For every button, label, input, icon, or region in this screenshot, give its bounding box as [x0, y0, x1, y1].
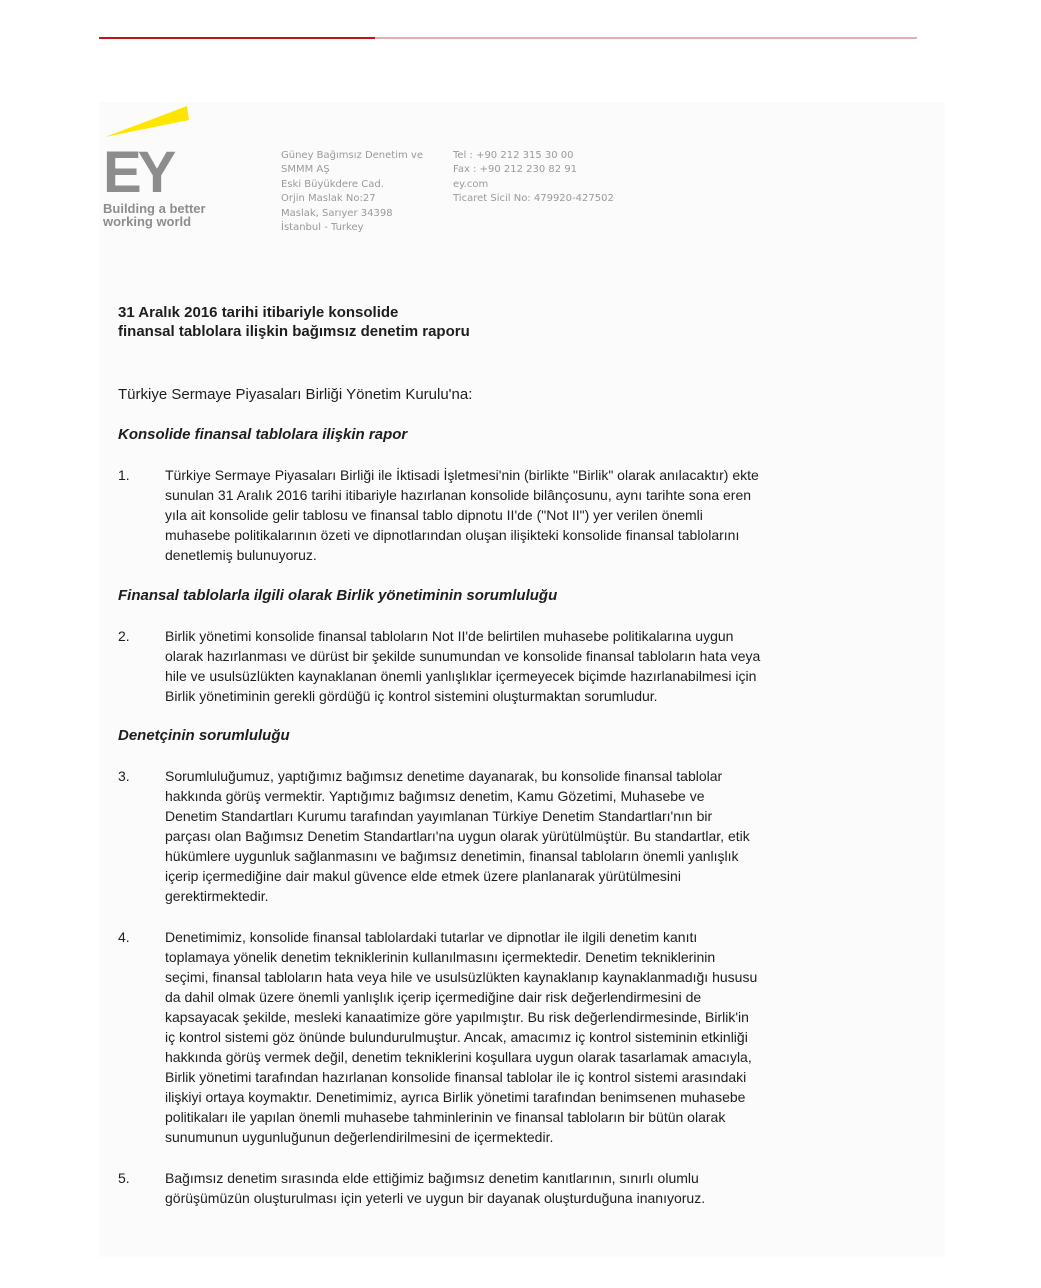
paragraph-line: ilişkiyi ortaya koymaktır. Denetimimiz, ayrıca Birlik yönetimi tarafından benimsenen muhasebe: [165, 1089, 746, 1105]
paragraph-line: kapsayacak şekilde, mesleki kanaatimize göre yapılmıştır. Bu risk değerlendirmesinde, Birlik'in: [165, 1009, 749, 1025]
paragraph-line: sunulan 31 Aralık 2016 tarihi itibariyle hazırlanan konsolide bilânçosunu, aynı tarihte sona eren: [165, 487, 752, 503]
paragraph-line: Sorumluluğumuz, yaptığımız bağımsız denetime dayanarak, bu konsolide finansal tablolar: [165, 768, 723, 784]
address-line: İstanbul - Turkey: [281, 222, 364, 234]
paragraph-number: 4.: [118, 929, 130, 945]
paragraph-4: [165, 927, 925, 1147]
paragraph-line: toplamaya yönelik denetim tekniklerinin kullanılmasını içermektedir. Denetim tekniklerinin: [165, 949, 716, 965]
paragraph-number: 2.: [118, 628, 130, 644]
paragraph-line: olarak hazırlanması ve dürüst bir şekilde sunumundan ve konsolide finansal tabloların hata veya: [165, 648, 761, 664]
paragraph-line: içerip içermediğine dair makul güvence elde etmek üzere planlanarak yürütülmesini: [165, 868, 681, 884]
paragraph-line: Birlik yönetiminin gerekli gördüğü iç kontrol sistemini oluşturmaktan sorumludur.: [165, 688, 658, 704]
ey-tagline-line: working world: [103, 214, 192, 229]
paragraph-line: Bağımsız denetim sırasında elde ettiğimiz bağımsız denetim kanıtlarının, sınırlı olumlu: [165, 1170, 699, 1186]
paragraph-line: denetlemiş bulunuyoruz.: [165, 547, 317, 563]
paragraph-line: Birlik yönetimi tarafından hazırlanan konsolide finansal tablolar ile iç kontrol sistemi arasındaki: [165, 1069, 747, 1085]
paragraph-line: da dahil olmak üzere önemli yanlışlık içerip içermediğine dair risk değerlendirmesini de: [165, 989, 702, 1005]
ey-logo-text: EY: [103, 140, 173, 205]
contact-line: Fax : +90 212 230 82 91: [453, 164, 578, 176]
report-title-line: 31 Aralık 2016 tarihi itibariyle konsolide: [118, 304, 399, 321]
paragraph-line: hile ve usulsüzlükten kaynaklanan önemli yanlışlıklar içermeyecek biçimde hazırlanabilmesi için: [165, 668, 757, 684]
paragraph-line: hakkında görüş vermek değil, denetim tekniklerini koşullara uygun olarak tasarlamak amacıyla,: [165, 1049, 752, 1065]
addressee: Türkiye Sermaye Piyasaları Birliği Yönetim Kurulu'na:: [118, 386, 473, 403]
address-line: Eski Büyükdere Cad.: [281, 178, 384, 190]
address-line: SMMM AŞ: [281, 164, 330, 176]
paragraph-line: Türkiye Sermaye Piyasaları Birliği ile İktisadi İşletmesi'nin (birlikte "Birlik" olarak anılacaktır) ekte: [165, 467, 759, 483]
header-rule-accent: [99, 37, 375, 39]
paragraph-line: parçası olan Bağımsız Denetim Standartları'na uygun olarak yürütülmüştür. Bu standartlar, etik: [165, 828, 750, 844]
paragraph-3: [165, 766, 925, 906]
ey-beam-icon: [103, 104, 193, 138]
paragraph-number: 3.: [118, 768, 130, 784]
office-address: [281, 149, 423, 235]
report-title: [118, 303, 470, 341]
paragraph-line: Denetim Standartları Kurumu tarafından yayımlanan Türkiye Denetim Standartları'nın bir: [165, 808, 713, 824]
contact-line: Ticaret Sicil No: 479920-427502: [453, 193, 614, 205]
paragraph-2: [165, 626, 925, 706]
paragraph-line: yıla ait konsolide gelir tablosu ve finansal tablo dipnotu II'de ("Not II") yer verilen önemli: [165, 507, 703, 523]
paragraph-line: hakkında görüş vermektir. Yaptığımız bağımsız denetim, Kamu Gözetimi, Muhasebe ve: [165, 788, 705, 804]
paragraph-line: Birlik yönetimi konsolide finansal tabloların Not II'de belirtilen muhasebe politikalarına uygun: [165, 628, 734, 644]
section-heading-report: Konsolide finansal tablolara ilişkin rapor: [118, 426, 408, 443]
report-title-line: finansal tablolara ilişkin bağımsız denetim raporu: [118, 323, 470, 340]
paragraph-line: seçimi, finansal tabloların hata veya hile ve usulsüzlükten kaynaklanıp kaynaklanmadığı hususu: [165, 969, 758, 985]
address-line: Maslak, Sarıyer 34398: [281, 207, 393, 219]
paragraph-line: gerektirmektedir.: [165, 888, 269, 904]
ey-tagline-line: Building a better: [103, 201, 206, 216]
address-line: Güney Bağımsız Denetim ve: [281, 150, 423, 161]
paragraph-line: Denetimimiz, konsolide finansal tablolardaki tutarlar ve dipnotlar ile ilgili denetim kanıtı: [165, 929, 698, 945]
contact-line: Tel : +90 212 315 30 00: [453, 150, 574, 161]
ey-tagline: [103, 202, 223, 228]
paragraph-line: politikaları ile yapılan önemli muhasebe tahminlerinin ve finansal tabloların bir bütün olarak: [165, 1109, 726, 1125]
paragraph-line: görüşümüzün oluşturulması için yeterli ve uygun bir dayanak oluşturduğuna inanıyoruz.: [165, 1190, 706, 1206]
contact-line: ey.com: [453, 178, 489, 190]
section-heading-auditor-responsibility: Denetçinin sorumluluğu: [118, 727, 290, 744]
address-line: Orjin Maslak No:27: [281, 193, 376, 205]
paragraph-number: 1.: [118, 467, 130, 483]
paragraph-line: iç kontrol sistemi göz önünde bulundurulmuştur. Ancak, amacımız iç kontrol sisteminin etkinliği: [165, 1029, 748, 1045]
paragraph-1: [165, 465, 925, 565]
paragraph-number: 5.: [118, 1170, 130, 1186]
paragraph-5: [165, 1168, 925, 1208]
paragraph-line: muhasebe politikalarının özeti ve dipnotlarından oluşan ilişikteki konsolide finansal tablolarını: [165, 527, 740, 543]
section-heading-management-responsibility: Finansal tablolarla ilgili olarak Birlik yönetiminin sorumluluğu: [118, 587, 558, 604]
paragraph-line: sunumunun uygunluğunun değerlendirilmesini de içermektedir.: [165, 1129, 554, 1145]
office-contact: [453, 149, 614, 207]
paragraph-line: hükümlere uygunluk sağlanmasını ve bağımsız denetimin, finansal tabloların önemli yanlışlık: [165, 848, 739, 864]
